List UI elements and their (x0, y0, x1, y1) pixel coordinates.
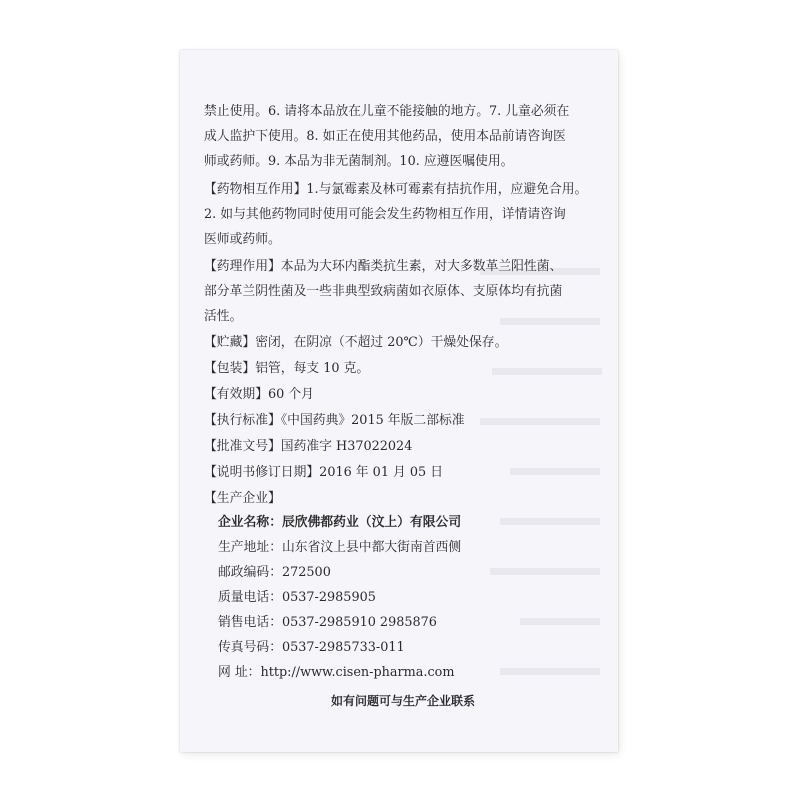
package-text: 铝管，每支 10 克。 (255, 361, 370, 376)
validity-line (204, 387, 314, 403)
interactions-text-1: 1.与氯霉素及林可霉素有拮抗作用，应避免合用。 (306, 182, 588, 197)
validity-text: 60 个月 (267, 387, 314, 402)
revision-text: 2016 年 01 月 05 日 (319, 465, 444, 480)
storage-text: 密闭，在阴凉（不超过 20℃）干燥处保存。 (255, 335, 508, 350)
company-address: 生产地址：山东省汶上县中都大街南首西侧 (218, 540, 462, 555)
pharmacology-line-3: 活性。 (204, 309, 243, 324)
pharmacology-text-1: 本品为大环内酯类抗生素，对大多数革兰阳性菌、 (280, 259, 563, 274)
interactions-heading: 【药物相互作用】 (204, 182, 307, 197)
approval-heading: 【批准文号】 (204, 439, 281, 454)
company-name: 企业名称：辰欣佛都药业（汶上）有限公司 (218, 515, 462, 530)
storage-heading: 【贮藏】 (204, 335, 256, 350)
leaflet-sheet (180, 50, 618, 752)
website: 网 址：http://www.cisen-pharma.com (218, 665, 455, 680)
standard-text: 《中国药典》2015 年版二部标准 (280, 413, 465, 428)
approval-text: 国药准字 H37022024 (280, 439, 413, 454)
revision-line (204, 465, 443, 481)
manufacturer-heading: 【生产企业】 (204, 491, 281, 506)
pharmacology-heading: 【药理作用】 (204, 259, 281, 274)
package-heading: 【包装】 (204, 361, 256, 376)
storage-line (204, 335, 507, 351)
contact-footer: 如有问题可与生产企业联系 (330, 694, 475, 708)
manufacturer-heading-line (204, 491, 281, 507)
pharmacology-line-1 (204, 259, 562, 275)
revision-heading: 【说明书修订日期】 (204, 465, 320, 480)
fax-number: 传真号码：0537-2985733-011 (218, 640, 405, 655)
sales-phone: 销售电话：0537-2985910 2985876 (218, 615, 437, 630)
warnings-line-3: 师或药师。9. 本品为非无菌制剂。10. 应遵医嘱使用。 (204, 154, 514, 169)
interactions-line-1 (204, 182, 587, 198)
package-line (204, 361, 369, 377)
quality-phone: 质量电话：0537-2985905 (218, 590, 376, 605)
pharmacology-line-2: 部分革兰阴性菌及一些非典型致病菌如衣原体、支原体均有抗菌 (204, 284, 563, 299)
interactions-line-2: 2. 如与其他药物同时使用可能会发生药物相互作用，详情请咨询 (204, 207, 566, 222)
interactions-line-3: 医师或药师。 (204, 232, 281, 247)
standard-line (204, 413, 465, 429)
standard-heading: 【执行标准】 (204, 413, 281, 428)
warnings-line-1: 禁止使用。6. 请将本品放在儿童不能接触的地方。7. 儿童必须在 (204, 104, 570, 119)
validity-heading: 【有效期】 (204, 387, 268, 402)
company-postcode: 邮政编码：272500 (218, 565, 331, 580)
approval-line (204, 439, 412, 455)
warnings-line-2: 成人监护下使用。8. 如正在使用其他药品，使用本品前请咨询医 (204, 129, 566, 144)
